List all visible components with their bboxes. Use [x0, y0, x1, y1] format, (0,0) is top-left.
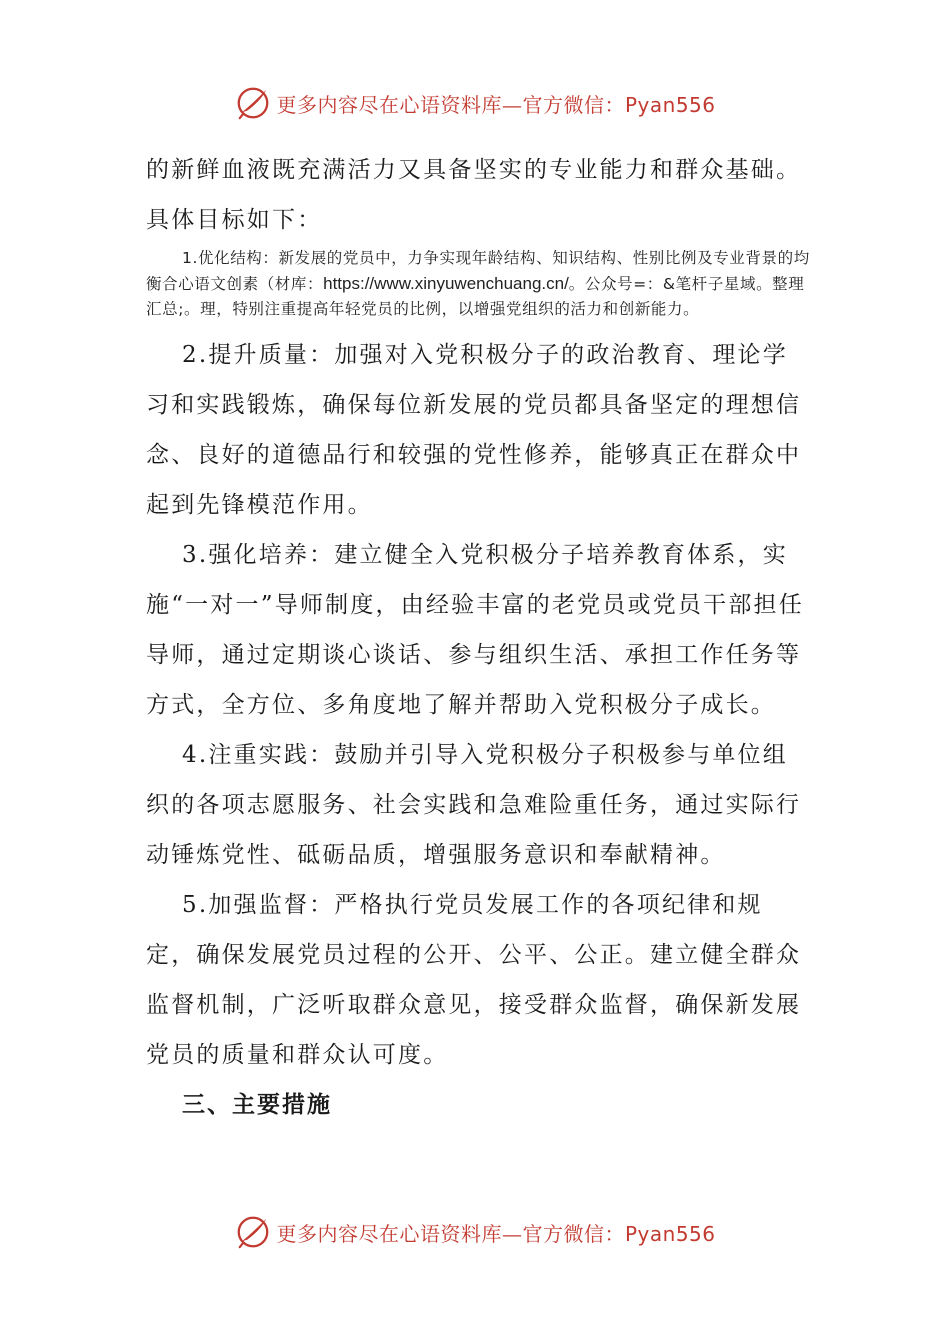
- list-item-5: 5.加强监督：严格执行党员发展工作的各项纪律和规定，确保发展党员过程的公开、公平、公正。建立健全群众监督机制，广泛听取群众意见，接受群众监督，确保新发展党员的质量和群众认可度。: [146, 892, 802, 1068]
- paragraph-intro-2: 具体目标如下：: [146, 207, 323, 233]
- wechat-id: Pyan556: [624, 92, 716, 117]
- list-item-3: 3.强化培养：建立健全入党积极分子培养教育体系，实施“一对一”导师制度，由经验丰富的老党员或党员干部担任导师，通过定期谈心谈话、参与组织生活、承担工作任务等方式，全方位、多角度地了解并帮助入党积极分子成长。: [146, 542, 804, 718]
- banner-text: 更多内容尽在心语资料库—官方微信：Pyan556: [276, 92, 716, 117]
- quill-logo-icon: [234, 84, 272, 122]
- header-banner: [0, 83, 950, 123]
- list-item-2: 2.提升质量：加强对入党积极分子的政治教育、理论学习和实践锻炼，确保每位新发展的党员都具备坚定的理想信念、良好的道德品行和较强的党性修养，能够真正在群众中起到先锋模范作用。: [146, 342, 802, 518]
- wechat-id: Pyan556: [624, 1221, 716, 1246]
- quill-logo-icon: [234, 1213, 272, 1251]
- inline-url: https://www.xinyuwenchuang.cn/: [323, 274, 569, 293]
- list-item-4: 4.注重实践：鼓励并引导入党积极分子积极参与单位组织的各项志愿服务、社会实践和急难险重任务，通过实际行动锤炼党性、砥砺品质，增强服务意识和奉献精神。: [146, 742, 802, 868]
- section-heading: 三、主要措施: [182, 1091, 332, 1118]
- paragraph-intro-1: 的新鲜血液既充满活力又具备坚实的专业能力和群众基础。: [146, 157, 802, 183]
- banner-text: 更多内容尽在心语资料库—官方微信：Pyan556: [276, 1221, 716, 1246]
- footer-banner: [0, 1212, 950, 1252]
- list-item-1: 1.优化结构：新发展的党员中，力争实现年龄结构、知识结构、性别比例及专业背景的均衡合心语文创素（材库：https://www.xinyuwenchuang.cn/。公众号=：&笔杆子星域。整理汇总;。理，特别注重提高年轻党员的比例，以增强党组织的活力和创新能力。: [146, 249, 810, 318]
- document-body: [146, 145, 811, 1130]
